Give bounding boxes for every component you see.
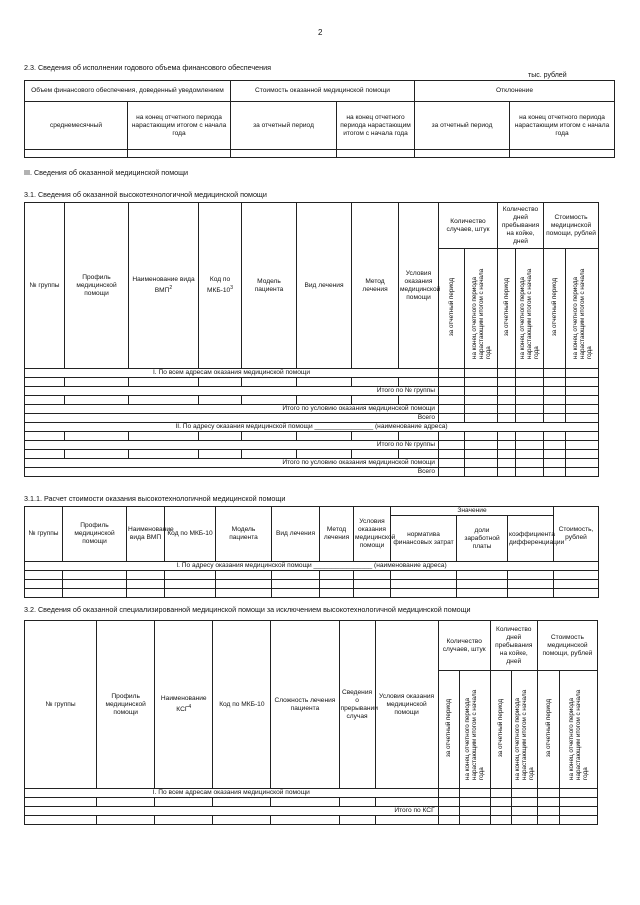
table-cell	[337, 150, 415, 158]
table-cell	[272, 580, 320, 589]
row-condition-total: Итого по условию оказания медицинской помощи	[25, 405, 439, 414]
table-cell	[320, 589, 354, 598]
row-group-total: Итого по № группы	[25, 387, 439, 396]
table-cell	[439, 459, 465, 468]
subheader-period-text: за отчетный период	[503, 277, 510, 337]
table-cell	[199, 432, 242, 441]
header-method: Метод лечения	[352, 203, 399, 369]
table-cell	[25, 378, 65, 387]
header-profile: Профиль медицинской помощи	[65, 203, 129, 369]
subheader-cum	[566, 249, 599, 369]
row-address: II. По адресу оказания медицинской помощи ________________ (наименование адреса)	[25, 423, 599, 432]
subheader-period-text: за отчетный период	[445, 698, 453, 758]
table-cell	[165, 589, 216, 598]
table-cell	[537, 789, 559, 798]
table-cell	[516, 441, 544, 450]
table-cell	[566, 369, 599, 378]
table-cell	[457, 589, 508, 598]
table-cell	[516, 432, 544, 441]
row-total: Всего	[25, 414, 439, 423]
table-cell	[129, 378, 199, 387]
header-cost: Стоимость медицинской помощи, рублей	[537, 621, 597, 671]
table-cell	[544, 468, 566, 477]
header-complexity: Сложность лечения пациента	[271, 621, 339, 789]
row-all-addresses: I. По всем адресам оказания медицинской помощи	[25, 789, 439, 798]
row-address-hint: (наименование адреса)	[374, 562, 447, 569]
table-cell	[490, 807, 511, 816]
footnote-mark: 2	[169, 284, 173, 291]
table-cell	[544, 432, 566, 441]
table-cell	[498, 414, 516, 423]
header-cum-end: на конец отчетного периода нарастающим итогом с начала года	[128, 102, 231, 150]
table-cell	[127, 589, 165, 598]
table-cell	[498, 432, 516, 441]
table-cell	[129, 450, 199, 459]
table-cell	[544, 414, 566, 423]
table-cell	[25, 580, 63, 589]
section-3-title: III. Сведения об оказанной медицинской помощи	[24, 168, 189, 177]
section-3-1-1-title: 3.1.1. Расчет стоимости оказания высокотехнологичной медицинской помощи	[24, 494, 286, 503]
table-cell	[544, 450, 566, 459]
row-address-label: II. По адресу оказания медицинской помощи	[175, 423, 313, 430]
table-cell	[415, 150, 510, 158]
table-cell	[566, 387, 599, 396]
subheader-period	[439, 249, 465, 369]
table-cell	[566, 441, 599, 450]
header-profile: Профиль медицинской помощи	[63, 507, 127, 562]
table-cell	[566, 414, 599, 423]
table-cell	[242, 378, 297, 387]
table-cell	[339, 816, 375, 825]
table-cell	[508, 580, 554, 589]
section-2-3-title: 2.3. Сведения об исполнении годового объема финансового обеспечения	[24, 63, 272, 72]
table-cell	[439, 405, 465, 414]
header-ksg	[155, 621, 213, 789]
table-cell	[25, 450, 65, 459]
header-conditions: Условия оказания медицинской помощи	[354, 507, 391, 562]
table-cell	[165, 571, 216, 580]
table-cell	[559, 816, 597, 825]
table-cell	[566, 378, 599, 387]
table-cell	[544, 405, 566, 414]
header-period: за отчетный период	[231, 102, 337, 150]
subheader-period	[438, 671, 459, 789]
table-cell	[566, 450, 599, 459]
row-all-addresses: I. По всем адресам оказания медицинской помощи	[25, 369, 439, 378]
table-cell	[213, 798, 271, 807]
table-cell	[559, 789, 597, 798]
table-cell	[498, 369, 516, 378]
table-cell	[516, 369, 544, 378]
subheader-cum-text: на конец отчетного периода нарастающим итогом с начала года	[470, 268, 492, 359]
row-ksg-total: Итого по КСГ	[25, 807, 439, 816]
table-cell	[25, 432, 65, 441]
table-cell	[498, 387, 516, 396]
table-cell	[354, 580, 391, 589]
header-coefficient: коэффициента дифференциации	[508, 516, 554, 562]
table-cell	[216, 571, 272, 580]
table-cell	[438, 807, 459, 816]
table-cell	[554, 589, 599, 598]
table-cell	[516, 387, 544, 396]
table-cell	[242, 396, 297, 405]
table-cell	[459, 798, 490, 807]
row-address-label: I. По адресу оказания медицинской помощи	[176, 562, 312, 569]
table-cell	[65, 432, 129, 441]
table-cell	[354, 589, 391, 598]
table-cell	[554, 571, 599, 580]
table-cell	[554, 580, 599, 589]
table-cell	[391, 571, 457, 580]
table-cell	[439, 396, 465, 405]
footnote-mark: 3	[230, 284, 233, 291]
table-cell	[129, 432, 199, 441]
table-cell	[439, 378, 465, 387]
table-cell	[97, 816, 155, 825]
subheader-cum	[465, 249, 498, 369]
table-cell	[457, 571, 508, 580]
table-cell	[65, 396, 129, 405]
header-cases: Количество случаев, штук	[438, 621, 490, 671]
table-cell	[465, 441, 498, 450]
table-cell	[272, 589, 320, 598]
table-cell	[399, 378, 439, 387]
page-number: 2	[318, 28, 323, 37]
table-cell	[165, 580, 216, 589]
table-cell	[65, 378, 129, 387]
table-cell	[457, 580, 508, 589]
section-3-2-title: 3.2. Сведения об оказанной специализированной медицинской помощи за исключением высокотехнологичной медицинской помощи	[24, 605, 471, 614]
table-cell	[465, 414, 498, 423]
table-cell	[127, 580, 165, 589]
subheader-cum-text: на конец отчетного периода нарастающим итогом с начала года	[519, 268, 540, 359]
table-cell	[511, 807, 537, 816]
subheader-cum	[459, 671, 490, 789]
table-cell	[508, 571, 554, 580]
table-cell	[490, 798, 511, 807]
table-cell	[498, 459, 516, 468]
table-cell	[127, 571, 165, 580]
header-treatment-type: Вид лечения	[272, 507, 320, 562]
table-cell	[490, 816, 511, 825]
section-3-1-title: 3.1. Сведения об оказанной высокотехнологичной медицинской помощи	[24, 190, 267, 199]
subheader-cum-text: на конец отчетного периода нарастающим итогом с начала года	[513, 689, 535, 780]
table-cell	[498, 441, 516, 450]
table-cell	[391, 589, 457, 598]
table-cell	[439, 441, 465, 450]
table-cell	[544, 396, 566, 405]
table-cell	[25, 396, 65, 405]
table-cell	[63, 571, 127, 580]
footnote-mark: 4	[188, 703, 192, 710]
table-cell	[25, 150, 128, 158]
table-cell	[490, 789, 511, 798]
table-cell	[544, 378, 566, 387]
table-cell	[459, 789, 490, 798]
table-cell	[399, 450, 439, 459]
header-mkb	[199, 203, 242, 369]
table-cell	[320, 571, 354, 580]
header-norm: норматива финансовых затрат	[391, 516, 457, 562]
header-vmp	[129, 203, 199, 369]
table-cell	[199, 450, 242, 459]
row-address-hint: (наименование адреса)	[374, 423, 448, 430]
table-cell	[63, 580, 127, 589]
subheader-cum-text: на конец отчетного периода нарастающим итогом с начала года	[567, 689, 589, 780]
table-cell	[391, 580, 457, 589]
table-cell	[465, 387, 498, 396]
table-cell	[465, 459, 498, 468]
header-group: № группы	[25, 203, 65, 369]
table-cell	[297, 378, 352, 387]
header-vmp-text: Наименование вида ВМП	[132, 275, 195, 295]
table-cell	[25, 798, 97, 807]
table-cell	[438, 789, 459, 798]
row-group-total: Итого по № группы	[25, 441, 439, 450]
table-cell	[459, 807, 490, 816]
table-cell	[516, 405, 544, 414]
table-cell	[199, 396, 242, 405]
header-days: Количество дней пребывания на койке, дней	[490, 621, 537, 671]
header-profile: Профиль медицинской помощи	[97, 621, 155, 789]
header-conditions: Условия оказания медицинской помощи	[399, 203, 439, 369]
table-cell	[375, 816, 438, 825]
table-cell	[459, 816, 490, 825]
table-cell	[25, 571, 63, 580]
table-cell	[354, 571, 391, 580]
table-cell	[559, 807, 597, 816]
table-3-1	[24, 202, 599, 477]
units-label: тыс. рублей	[528, 72, 567, 79]
table-cell	[498, 450, 516, 459]
subheader-cum	[559, 671, 597, 789]
table-cell	[465, 405, 498, 414]
header-period-2: за отчетный период	[415, 102, 510, 150]
table-cell	[544, 387, 566, 396]
header-cases: Количество случаев, штук	[439, 203, 498, 249]
table-cell	[566, 468, 599, 477]
table-cell	[439, 414, 465, 423]
table-cell	[439, 387, 465, 396]
header-mkb: Код по МКБ-10	[213, 621, 271, 789]
row-address: I. По адресу оказания медицинской помощи ________________ (наименование адреса)	[25, 562, 599, 571]
table-cell	[216, 580, 272, 589]
header-ksg-text: Наименование КСГ	[160, 694, 207, 714]
table-cell	[566, 396, 599, 405]
table-cell	[25, 589, 63, 598]
header-method: Метод лечения	[320, 507, 354, 562]
table-cell	[498, 378, 516, 387]
header-volume: Объем финансового обеспечения, доведенный уведомлением	[25, 81, 231, 102]
table-cell	[399, 396, 439, 405]
table-cell	[213, 816, 271, 825]
table-cell	[352, 432, 399, 441]
table-3-2	[24, 620, 598, 825]
table-cell	[498, 405, 516, 414]
table-cell	[352, 450, 399, 459]
table-cell	[559, 798, 597, 807]
table-cell	[544, 441, 566, 450]
table-cell	[511, 789, 537, 798]
table-cell	[498, 396, 516, 405]
table-cell	[537, 798, 559, 807]
header-mkb: Код по МКБ-10	[165, 507, 216, 562]
table-cell	[537, 816, 559, 825]
table-cell	[297, 450, 352, 459]
header-monthly-avg: среднемесячный	[25, 102, 128, 150]
table-cell	[271, 816, 339, 825]
subheader-period-text: за отчетный период	[448, 277, 455, 337]
subheader-period-text: за отчетный период	[551, 277, 559, 337]
table-cell	[128, 150, 231, 158]
header-vmp: Наименование вида ВМП	[127, 507, 165, 562]
header-treatment-type: Вид лечения	[297, 203, 352, 369]
table-cell	[320, 580, 354, 589]
table-cell	[439, 450, 465, 459]
header-salary-share: доли заработной платы	[457, 516, 508, 562]
subheader-cum	[511, 671, 537, 789]
row-total: Всего	[25, 468, 439, 477]
subheader-cum-text: на конец отчетного периода нарастающим итогом с начала года	[464, 689, 486, 780]
header-cost: Стоимость медицинской помощи, рублей	[544, 203, 599, 249]
table-cell	[65, 450, 129, 459]
table-cell	[465, 432, 498, 441]
table-cell	[465, 450, 498, 459]
table-cell	[516, 396, 544, 405]
table-cell	[465, 378, 498, 387]
subheader-period	[544, 249, 566, 369]
subheader-period-text: за отчетный период	[544, 698, 552, 758]
table-cell	[465, 396, 498, 405]
table-cell	[516, 414, 544, 423]
table-cell	[63, 589, 127, 598]
table-cell	[498, 468, 516, 477]
table-cell	[155, 816, 213, 825]
table-cell	[272, 571, 320, 580]
table-cell	[242, 432, 297, 441]
table-2-3	[24, 80, 615, 158]
table-cell	[155, 798, 213, 807]
header-dev-cum: на конец отчетного периода нарастающим итогом с начала года	[510, 102, 615, 150]
header-deviation: Отклонение	[415, 81, 615, 102]
table-cell	[544, 369, 566, 378]
table-cell	[271, 798, 339, 807]
row-condition-total: Итого по условию оказания медицинской помощи	[25, 459, 439, 468]
subheader-cum	[516, 249, 544, 369]
table-cell	[465, 468, 498, 477]
table-cell	[352, 378, 399, 387]
header-cost: Стоимость, рублей	[554, 507, 599, 562]
header-interruption: Сведения о прерывании случая	[339, 621, 375, 789]
table-cell	[516, 378, 544, 387]
subheader-period-text: за отчетный период	[497, 698, 505, 758]
table-cell	[439, 369, 465, 378]
table-cell	[465, 369, 498, 378]
table-cell	[25, 816, 97, 825]
header-group: № группы	[25, 507, 63, 562]
table-3-1-1	[24, 506, 599, 598]
table-cell	[352, 396, 399, 405]
table-cell	[438, 798, 459, 807]
subheader-period	[537, 671, 559, 789]
header-cost: Стоимость оказанной медицинской помощи	[231, 81, 415, 102]
table-cell	[516, 468, 544, 477]
table-cell	[129, 396, 199, 405]
header-group: № группы	[25, 621, 97, 789]
subheader-cum-text: на конец отчетного периода нарастающим итогом с начала года	[571, 268, 593, 359]
subheader-period	[498, 249, 516, 369]
table-cell	[537, 807, 559, 816]
table-cell	[510, 150, 615, 158]
table-cell	[508, 589, 554, 598]
table-cell	[199, 378, 242, 387]
header-model: Модель пациента	[242, 203, 297, 369]
table-cell	[242, 450, 297, 459]
table-cell	[511, 816, 537, 825]
table-cell	[566, 405, 599, 414]
table-cell	[439, 432, 465, 441]
header-days: Количество дней пребывания на койке, дней	[498, 203, 544, 249]
table-cell	[516, 459, 544, 468]
table-cell	[375, 798, 438, 807]
table-cell	[544, 459, 566, 468]
table-cell	[566, 432, 599, 441]
table-cell	[566, 459, 599, 468]
table-cell	[438, 816, 459, 825]
table-cell	[216, 589, 272, 598]
table-cell	[339, 798, 375, 807]
table-cell	[511, 798, 537, 807]
table-cell	[399, 432, 439, 441]
table-cell	[439, 468, 465, 477]
table-cell	[297, 396, 352, 405]
header-conditions: Условия оказания медицинской помощи	[375, 621, 438, 789]
header-mkb-text: Код по МКБ-10	[207, 275, 231, 295]
header-model: Модель пациента	[216, 507, 272, 562]
table-cell	[297, 432, 352, 441]
table-cell	[97, 798, 155, 807]
table-cell	[516, 450, 544, 459]
table-cell	[231, 150, 337, 158]
subheader-period	[490, 671, 511, 789]
header-value: Значение	[391, 507, 554, 516]
header-cost-cum: на конец отчетного периода нарастающим итогом с начала года	[337, 102, 415, 150]
